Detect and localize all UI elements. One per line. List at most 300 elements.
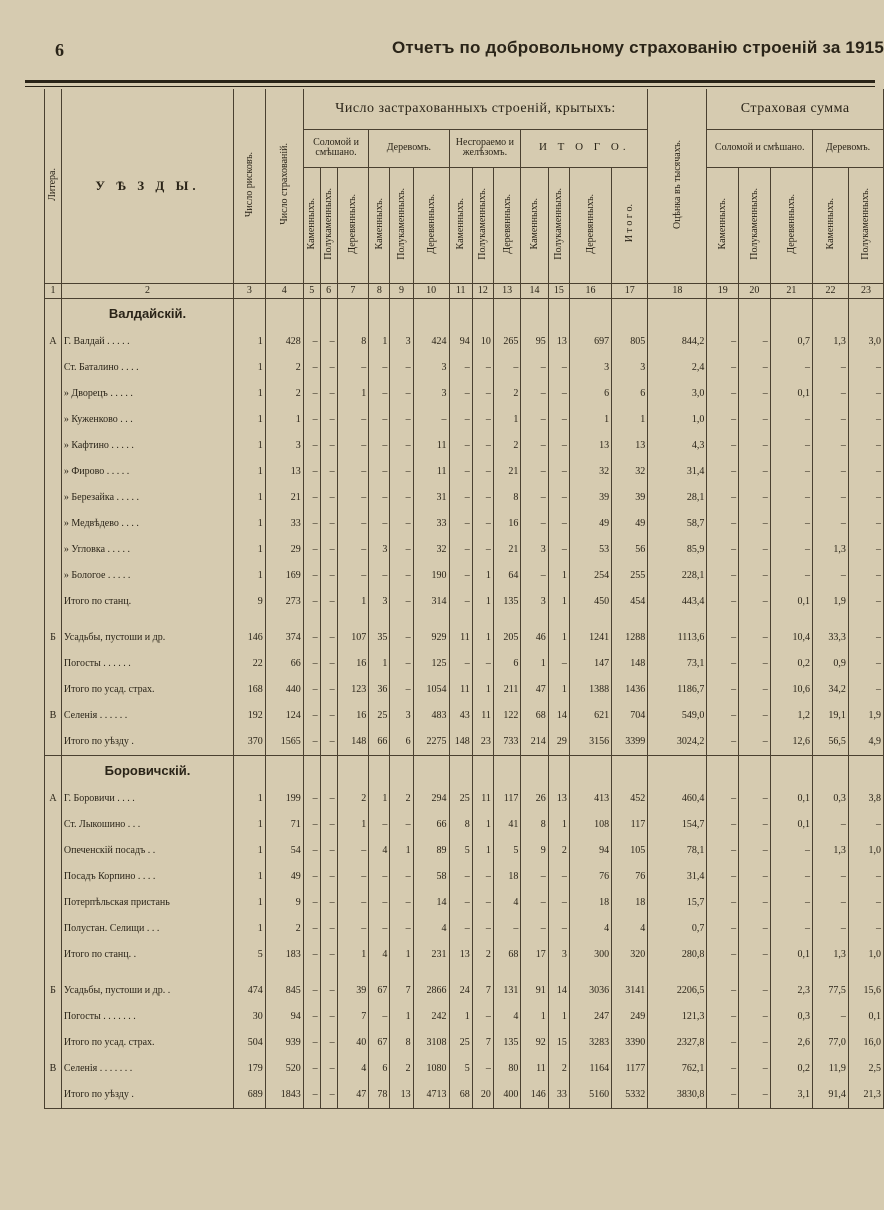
cell-col-19: –	[707, 978, 739, 1004]
cell-col-3: 1	[234, 786, 266, 812]
cell-col-21: 10,4	[770, 625, 812, 651]
cell-col-6: –	[320, 459, 337, 485]
row-litera: Б	[45, 978, 62, 1004]
cell-col-20: –	[739, 1056, 771, 1082]
col-14-header: Каменныхъ.	[521, 167, 548, 283]
cell-col-17: 452	[612, 786, 648, 812]
cell-col-16: 621	[569, 703, 611, 729]
cell-col-8: 36	[369, 677, 390, 703]
cell-col-14: –	[521, 407, 548, 433]
cell-col-23: –	[848, 563, 883, 589]
cell-col-13: 6	[493, 651, 520, 677]
cell-col-5: –	[303, 1030, 320, 1056]
cell-col-11: 25	[449, 786, 472, 812]
row-litera	[45, 381, 62, 407]
cell-col-13: 21	[493, 459, 520, 485]
cell-col-8: 67	[369, 1030, 390, 1056]
column-numbers-row	[45, 283, 884, 298]
cell-col-4: 428	[265, 329, 303, 355]
spacer-row	[45, 615, 884, 625]
cell-col-3: 1	[234, 838, 266, 864]
cell-col-13: 80	[493, 1056, 520, 1082]
cell-col-19: –	[707, 651, 739, 677]
cell-col-7: –	[337, 407, 369, 433]
cell-col-12: –	[472, 916, 493, 942]
section-empty-cell	[449, 298, 472, 329]
cell-col-21: –	[770, 890, 812, 916]
cell-col-18: 85,9	[648, 537, 707, 563]
section-title-row	[45, 755, 884, 786]
row-name: Полустан. Селищи . . .	[61, 916, 233, 942]
cell-col-13: 4	[493, 890, 520, 916]
cell-col-11: 11	[449, 677, 472, 703]
table-row	[45, 1056, 884, 1082]
cell-col-10: 294	[413, 786, 449, 812]
cell-col-4: 440	[265, 677, 303, 703]
cell-col-10: 11	[413, 459, 449, 485]
section-empty-cell	[493, 298, 520, 329]
row-name: Усадьбы, пустоши и др. .	[61, 978, 233, 1004]
spacer-cell	[739, 615, 771, 625]
row-litera	[45, 1082, 62, 1109]
cell-col-7: 47	[337, 1082, 369, 1109]
cell-col-6: –	[320, 1082, 337, 1109]
cell-col-19: –	[707, 942, 739, 968]
section-empty-cell	[337, 755, 369, 786]
cell-col-3: 1	[234, 329, 266, 355]
row-name: Итого по станц. .	[61, 942, 233, 968]
cell-col-18: 460,4	[648, 786, 707, 812]
row-name: » Кафтино . . . . .	[61, 433, 233, 459]
section-empty-cell	[320, 298, 337, 329]
col-5-header: Каменныхъ.	[303, 167, 320, 283]
cell-col-18: 2,4	[648, 355, 707, 381]
cell-col-3: 5	[234, 942, 266, 968]
cell-col-4: 199	[265, 786, 303, 812]
cell-col-16: 1164	[569, 1056, 611, 1082]
cell-col-7: 2	[337, 786, 369, 812]
cell-col-15: –	[548, 537, 569, 563]
cell-col-17: 4	[612, 916, 648, 942]
table-row	[45, 625, 884, 651]
cell-col-4: 33	[265, 511, 303, 537]
cell-col-21: 0,1	[770, 589, 812, 615]
cell-col-15: –	[548, 355, 569, 381]
cell-col-18: 4,3	[648, 433, 707, 459]
cell-col-7: –	[337, 355, 369, 381]
cell-col-15: –	[548, 433, 569, 459]
cell-col-22: 1,3	[813, 329, 849, 355]
ledger-body	[45, 283, 884, 1108]
cell-col-11: –	[449, 864, 472, 890]
cell-col-22: –	[813, 381, 849, 407]
table-row	[45, 329, 884, 355]
cell-col-5: –	[303, 978, 320, 1004]
cell-col-17: 454	[612, 589, 648, 615]
cell-col-10: –	[413, 407, 449, 433]
cell-col-4: 21	[265, 485, 303, 511]
cell-col-9: –	[390, 625, 413, 651]
cell-col-13: 400	[493, 1082, 520, 1109]
cell-col-23: –	[848, 537, 883, 563]
spacer-cell	[320, 968, 337, 978]
cell-col-17: 3390	[612, 1030, 648, 1056]
table-row	[45, 1004, 884, 1030]
section-empty-cell	[265, 298, 303, 329]
cell-col-21: 2,6	[770, 1030, 812, 1056]
cell-col-22: 77,5	[813, 978, 849, 1004]
cell-col-21: –	[770, 355, 812, 381]
row-litera	[45, 1030, 62, 1056]
cell-col-9: 3	[390, 329, 413, 355]
cell-col-21: –	[770, 407, 812, 433]
cell-col-9: –	[390, 459, 413, 485]
cell-col-16: 3036	[569, 978, 611, 1004]
cell-col-13: 1	[493, 407, 520, 433]
cell-col-5: –	[303, 864, 320, 890]
column-number-14: 14	[521, 283, 548, 298]
cell-col-18: 73,1	[648, 651, 707, 677]
cell-col-14: 1	[521, 651, 548, 677]
cell-col-22: –	[813, 1004, 849, 1030]
row-name: » Угловка . . . . .	[61, 537, 233, 563]
row-litera	[45, 942, 62, 968]
total-row	[45, 729, 884, 756]
row-litera	[45, 563, 62, 589]
cell-col-12: 23	[472, 729, 493, 756]
section-empty-cell	[369, 755, 390, 786]
cell-col-22: 11,9	[813, 1056, 849, 1082]
cell-col-19: –	[707, 1030, 739, 1056]
row-name: » Куженково . . .	[61, 407, 233, 433]
cell-col-22: 34,2	[813, 677, 849, 703]
cell-col-22: 1,9	[813, 589, 849, 615]
cell-col-17: 148	[612, 651, 648, 677]
spacer-cell	[612, 615, 648, 625]
cell-col-18: 154,7	[648, 812, 707, 838]
column-number-7: 7	[337, 283, 369, 298]
section-empty-cell	[770, 755, 812, 786]
col-13-header: Деревянныхъ.	[493, 167, 520, 283]
cell-col-10: 231	[413, 942, 449, 968]
row-name: Ст. Баталино . . . .	[61, 355, 233, 381]
cell-col-10: 1080	[413, 1056, 449, 1082]
cell-col-12: –	[472, 864, 493, 890]
cell-col-10: 483	[413, 703, 449, 729]
section-empty-cell	[612, 298, 648, 329]
cell-col-6: –	[320, 838, 337, 864]
cell-col-22: –	[813, 890, 849, 916]
cell-col-11: –	[449, 433, 472, 459]
row-name: Итого по усад. страх.	[61, 677, 233, 703]
cell-col-14: –	[521, 433, 548, 459]
cell-col-10: 32	[413, 537, 449, 563]
subgroup-derevom-sum: Деревомъ.	[813, 129, 884, 167]
cell-col-7: 4	[337, 1056, 369, 1082]
cell-col-9: 1	[390, 838, 413, 864]
col-litera-header: Литера.	[45, 89, 62, 283]
cell-col-20: –	[739, 916, 771, 942]
cell-col-19: –	[707, 537, 739, 563]
cell-col-8: 6	[369, 1056, 390, 1082]
cell-col-9: 2	[390, 1056, 413, 1082]
cell-col-15: –	[548, 459, 569, 485]
table-row	[45, 916, 884, 942]
row-litera	[45, 433, 62, 459]
section-empty-cell	[303, 298, 320, 329]
cell-col-4: 3	[265, 433, 303, 459]
cell-col-4: 66	[265, 651, 303, 677]
cell-col-3: 192	[234, 703, 266, 729]
cell-col-20: –	[739, 677, 771, 703]
spacer-cell	[390, 968, 413, 978]
spacer-cell	[390, 615, 413, 625]
cell-col-14: 1	[521, 1004, 548, 1030]
table-row	[45, 978, 884, 1004]
cell-col-8: –	[369, 381, 390, 407]
cell-col-14: 47	[521, 677, 548, 703]
row-name: » Бологое . . . . .	[61, 563, 233, 589]
spacer-cell	[739, 968, 771, 978]
section-empty-cell	[449, 755, 472, 786]
cell-col-12: –	[472, 433, 493, 459]
cell-col-13: 5	[493, 838, 520, 864]
cell-col-21: 0,1	[770, 381, 812, 407]
section-empty-cell	[648, 298, 707, 329]
cell-col-14: –	[521, 916, 548, 942]
cell-col-20: –	[739, 651, 771, 677]
section-empty-cell	[848, 298, 883, 329]
cell-col-22: –	[813, 864, 849, 890]
col-22-header: Каменныхъ.	[813, 167, 849, 283]
cell-col-18: 1186,7	[648, 677, 707, 703]
cell-col-16: 32	[569, 459, 611, 485]
cell-col-14: –	[521, 355, 548, 381]
cell-col-8: –	[369, 1004, 390, 1030]
spacer-cell	[449, 615, 472, 625]
cell-col-17: 13	[612, 433, 648, 459]
section-empty-cell	[234, 755, 266, 786]
cell-col-23: –	[848, 651, 883, 677]
cell-col-12: 1	[472, 625, 493, 651]
cell-col-14: 8	[521, 812, 548, 838]
cell-col-23: –	[848, 381, 883, 407]
cell-col-7: 7	[337, 1004, 369, 1030]
cell-col-17: 3	[612, 355, 648, 381]
cell-col-23: 0,1	[848, 1004, 883, 1030]
spacer-cell	[337, 615, 369, 625]
spacer-cell	[265, 615, 303, 625]
column-number-4: 4	[265, 283, 303, 298]
column-number-3: 3	[234, 283, 266, 298]
column-number-5: 5	[303, 283, 320, 298]
cell-col-20: –	[739, 838, 771, 864]
cell-col-17: 1177	[612, 1056, 648, 1082]
cell-col-21: –	[770, 511, 812, 537]
cell-col-4: 124	[265, 703, 303, 729]
cell-col-20: –	[739, 381, 771, 407]
column-number-19: 19	[707, 283, 739, 298]
cell-col-12: 7	[472, 978, 493, 1004]
subgroup-itogo: И Т О Г О.	[521, 129, 648, 167]
cell-col-4: 273	[265, 589, 303, 615]
cell-col-16: 3	[569, 355, 611, 381]
col-10-header: Деревянныхъ.	[413, 167, 449, 283]
spacer-cell	[569, 615, 611, 625]
column-number-16: 16	[569, 283, 611, 298]
cell-col-15: 13	[548, 786, 569, 812]
cell-col-16: 697	[569, 329, 611, 355]
col-9-header: Полукаменныхъ.	[390, 167, 413, 283]
cell-col-5: –	[303, 703, 320, 729]
cell-col-21: 0,1	[770, 812, 812, 838]
cell-col-8: –	[369, 355, 390, 381]
cell-col-20: –	[739, 433, 771, 459]
table-row	[45, 786, 884, 812]
cell-col-6: –	[320, 1056, 337, 1082]
cell-col-4: 2	[265, 381, 303, 407]
cell-col-4: 845	[265, 978, 303, 1004]
cell-col-15: 15	[548, 1030, 569, 1056]
section-empty-cell	[390, 298, 413, 329]
cell-col-23: 3,0	[848, 329, 883, 355]
section-empty-cell	[521, 755, 548, 786]
cell-col-15: –	[548, 864, 569, 890]
cell-col-17: 1436	[612, 677, 648, 703]
cell-col-17: 3399	[612, 729, 648, 756]
cell-col-11: –	[449, 355, 472, 381]
cell-col-10: 4	[413, 916, 449, 942]
cell-col-16: 108	[569, 812, 611, 838]
cell-col-9: –	[390, 916, 413, 942]
cell-col-5: –	[303, 1056, 320, 1082]
cell-col-11: –	[449, 407, 472, 433]
cell-col-21: –	[770, 537, 812, 563]
cell-col-13: –	[493, 355, 520, 381]
cell-col-4: 2	[265, 355, 303, 381]
cell-col-13: 205	[493, 625, 520, 651]
cell-col-3: 1	[234, 381, 266, 407]
cell-col-13: 68	[493, 942, 520, 968]
cell-col-13: 8	[493, 485, 520, 511]
cell-col-3: 146	[234, 625, 266, 651]
cell-col-7: –	[337, 485, 369, 511]
row-litera: А	[45, 786, 62, 812]
cell-col-3: 22	[234, 651, 266, 677]
row-litera: В	[45, 1056, 62, 1082]
cell-col-5: –	[303, 625, 320, 651]
cell-col-7: 1	[337, 812, 369, 838]
cell-col-19: –	[707, 1004, 739, 1030]
cell-col-10: 11	[413, 433, 449, 459]
col-7-header: Деревянныхъ.	[337, 167, 369, 283]
cell-col-20: –	[739, 864, 771, 890]
table-row	[45, 864, 884, 890]
section-empty-cell	[739, 298, 771, 329]
cell-col-6: –	[320, 651, 337, 677]
cell-col-8: –	[369, 916, 390, 942]
cell-col-18: 1113,6	[648, 625, 707, 651]
section-empty-cell	[320, 755, 337, 786]
cell-col-5: –	[303, 838, 320, 864]
cell-col-9: –	[390, 381, 413, 407]
spacer-cell	[61, 968, 233, 978]
section-empty-cell	[813, 755, 849, 786]
cell-col-7: –	[337, 916, 369, 942]
cell-col-7: 1	[337, 589, 369, 615]
cell-col-3: 1	[234, 864, 266, 890]
cell-col-8: 25	[369, 703, 390, 729]
cell-col-4: 2	[265, 916, 303, 942]
cell-col-20: –	[739, 407, 771, 433]
row-litera	[45, 459, 62, 485]
cell-col-17: 320	[612, 942, 648, 968]
row-name: Погосты . . . . . .	[61, 651, 233, 677]
column-number-12: 12	[472, 283, 493, 298]
spacer-cell	[707, 968, 739, 978]
cell-col-10: 4713	[413, 1082, 449, 1109]
row-name: Г. Валдай . . . . .	[61, 329, 233, 355]
cell-col-17: 6	[612, 381, 648, 407]
cell-col-15: 29	[548, 729, 569, 756]
group-sum-header: Страховая сумма	[707, 89, 884, 129]
row-name: Итого по уѣзду .	[61, 1082, 233, 1109]
cell-col-22: 91,4	[813, 1082, 849, 1109]
cell-col-9: 3	[390, 703, 413, 729]
cell-col-16: 450	[569, 589, 611, 615]
page-title: Отчетъ по добровольному страхованію строеній за 1915	[392, 38, 884, 57]
cell-col-6: –	[320, 1030, 337, 1056]
cell-col-5: –	[303, 942, 320, 968]
col-16-header: Деревянныхъ.	[569, 167, 611, 283]
cell-col-23: –	[848, 485, 883, 511]
cell-col-18: 15,7	[648, 890, 707, 916]
cell-col-20: –	[739, 355, 771, 381]
cell-col-12: –	[472, 651, 493, 677]
cell-col-16: 76	[569, 864, 611, 890]
section-litera-cell	[45, 298, 62, 329]
cell-col-4: 374	[265, 625, 303, 651]
cell-col-4: 939	[265, 1030, 303, 1056]
section-empty-cell	[265, 755, 303, 786]
group-count-header: Число застрахованныхъ строеній, крытыхъ:	[303, 89, 647, 129]
col-23-header: Полукаменныхъ.	[848, 167, 883, 283]
table-row	[45, 511, 884, 537]
cell-col-21: –	[770, 485, 812, 511]
cell-col-8: –	[369, 890, 390, 916]
cell-col-14: 91	[521, 978, 548, 1004]
cell-col-23: –	[848, 355, 883, 381]
cell-col-7: –	[337, 433, 369, 459]
cell-col-22: –	[813, 485, 849, 511]
cell-col-20: –	[739, 890, 771, 916]
cell-col-12: 1	[472, 563, 493, 589]
cell-col-23: 4,9	[848, 729, 883, 756]
cell-col-19: –	[707, 355, 739, 381]
cell-col-18: 2206,5	[648, 978, 707, 1004]
row-name: Итого по станц.	[61, 589, 233, 615]
cell-col-16: 3156	[569, 729, 611, 756]
cell-col-14: –	[521, 381, 548, 407]
cell-col-16: 49	[569, 511, 611, 537]
cell-col-3: 168	[234, 677, 266, 703]
spacer-cell	[521, 615, 548, 625]
cell-col-13: 733	[493, 729, 520, 756]
spacer-cell	[548, 968, 569, 978]
cell-col-6: –	[320, 729, 337, 756]
section-empty-cell	[337, 298, 369, 329]
cell-col-9: –	[390, 563, 413, 589]
